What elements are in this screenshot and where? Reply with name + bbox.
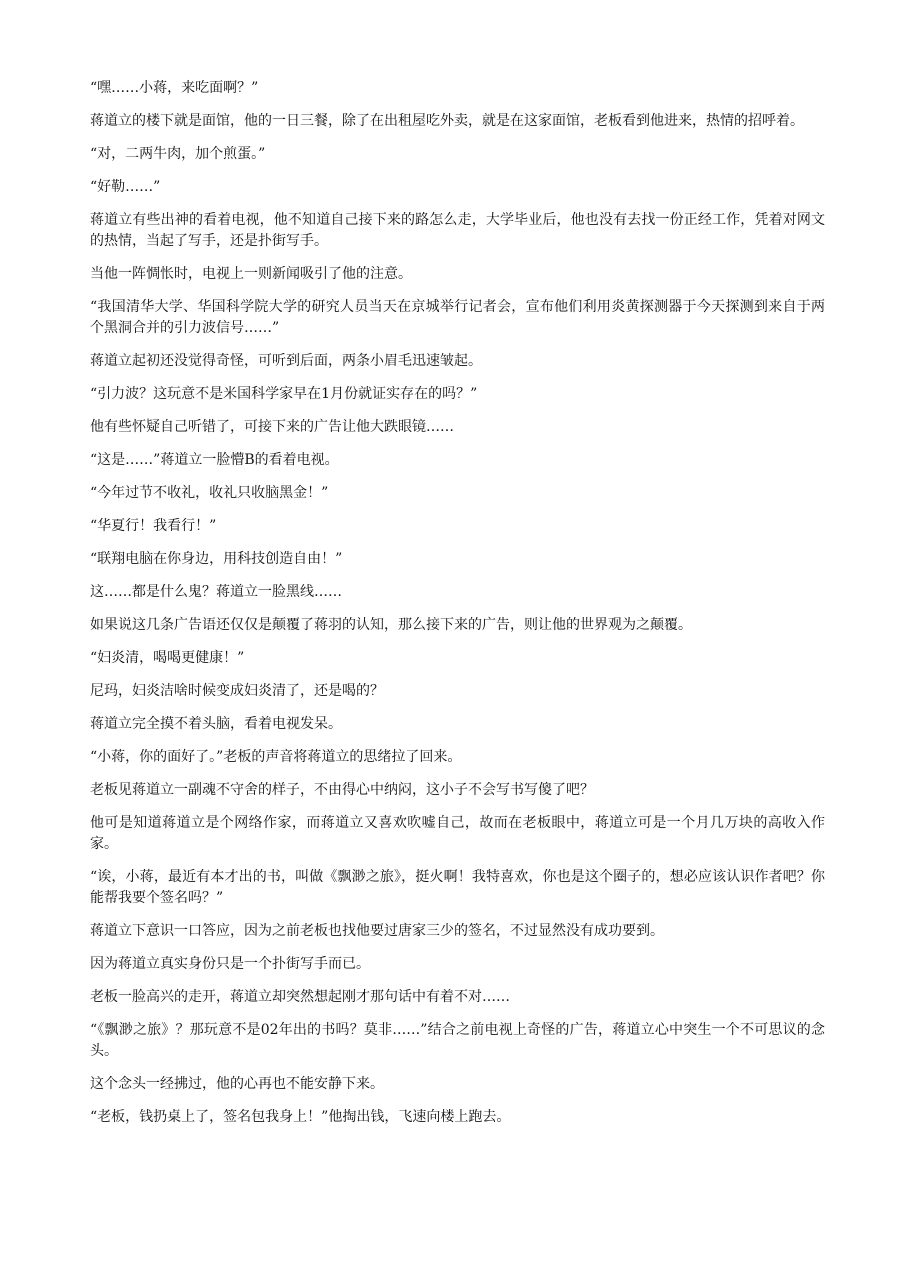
paragraph: “今年过节不收礼，收礼只收脑黑金！” — [90, 485, 329, 501]
paragraph: 蒋道立下意识一口答应，因为之前老板也找他要过唐家三少的签名，不过显然没有成功要到。 — [90, 923, 664, 939]
paragraph: 蒋道立的楼下就是面馆，他的一日三餐，除了在出租屋吃外卖，就是在这家面馆，老板看到他进来，热情的招呼着。 — [90, 113, 804, 129]
document-page — [90, 78, 825, 1140]
paragraph: “这是……”蒋道立一脸懵B的看着电视。 — [90, 452, 339, 468]
paragraph: 老板见蒋道立一副魂不守舍的样子，不由得心中纳闷，这小子不会写书写傻了吧？ — [90, 782, 594, 798]
paragraph: 他可是知道蒋道立是个网络作家，而蒋道立又喜欢吹嘘自己，故而在老板眼中，蒋道立可是一个月几万块的高收入作家。 — [90, 815, 825, 852]
paragraph: “好勒……” — [90, 179, 161, 195]
paragraph: 这个念头一经拂过，他的心再也不能安静下来。 — [90, 1076, 384, 1092]
paragraph: 如果说这几条广告语还仅仅是颠覆了蒋羽的认知，那么接下来的广告，则让他的世界观为之颠覆。 — [90, 617, 692, 633]
paragraph: 这……都是什么鬼？蒋道立一脸黑线…… — [90, 584, 342, 600]
paragraph: “老板，钱扔桌上了，签名包我身上！”他掏出钱，飞速向楼上跑去。 — [90, 1109, 511, 1125]
paragraph: “我国清华大学、华国科学院大学的研究人员当天在京城举行记者会，宣布他们利用炎黄探测器于今天探测到来自于两个黑洞合并的引力波信号……” — [90, 299, 825, 336]
paragraph: “嘿……小蒋，来吃面啊？” — [90, 80, 259, 96]
paragraph: “联翔电脑在你身边，用科技创造自由！” — [90, 551, 343, 567]
paragraph: 因为蒋道立真实身份只是一个扑街写手而已。 — [90, 956, 370, 972]
paragraph: 蒋道立有些出神的看着电视，他不知道自己接下来的路怎么走，大学毕业后，他也没有去找一份正经工作，凭着对网文的热情，当起了写手，还是扑街写手。 — [90, 212, 825, 249]
paragraph: “《飘渺之旅》？那玩意不是02年出的书吗？莫非……”结合之前电视上奇怪的广告，蒋道立心中突生一个不可思议的念头。 — [90, 1022, 825, 1059]
paragraph: 老板一脸高兴的走开，蒋道立却突然想起刚才那句话中有着不对…… — [90, 989, 510, 1005]
paragraph: “小蒋，你的面好了。”老板的声音将蒋道立的思绪拉了回来。 — [90, 749, 462, 765]
paragraph: “引力波？这玩意不是米国科学家早在1月份就证实存在的吗？” — [90, 386, 478, 402]
paragraph: “诶，小蒋，最近有本才出的书，叫做《飘渺之旅》，挺火啊！我特喜欢，你也是这个圈子的，想必应该认识作者吧？你能帮我要个签名吗？” — [90, 869, 825, 906]
paragraph: 他有些怀疑自己听错了，可接下来的广告让他大跌眼镜…… — [90, 419, 454, 435]
paragraph: “妇炎清，喝喝更健康！” — [90, 650, 245, 666]
paragraph: “对，二两牛肉，加个煎蛋。” — [90, 146, 266, 162]
paragraph: “华夏行！我看行！” — [90, 518, 217, 534]
paragraph: 尼玛，妇炎洁啥时候变成妇炎清了，还是喝的？ — [90, 683, 384, 699]
paragraph: 当他一阵惆怅时，电视上一则新闻吸引了他的注意。 — [90, 266, 412, 282]
paragraph: 蒋道立起初还没觉得奇怪，可听到后面，两条小眉毛迅速皱起。 — [90, 353, 482, 369]
paragraph: 蒋道立完全摸不着头脑，看着电视发呆。 — [90, 716, 342, 732]
